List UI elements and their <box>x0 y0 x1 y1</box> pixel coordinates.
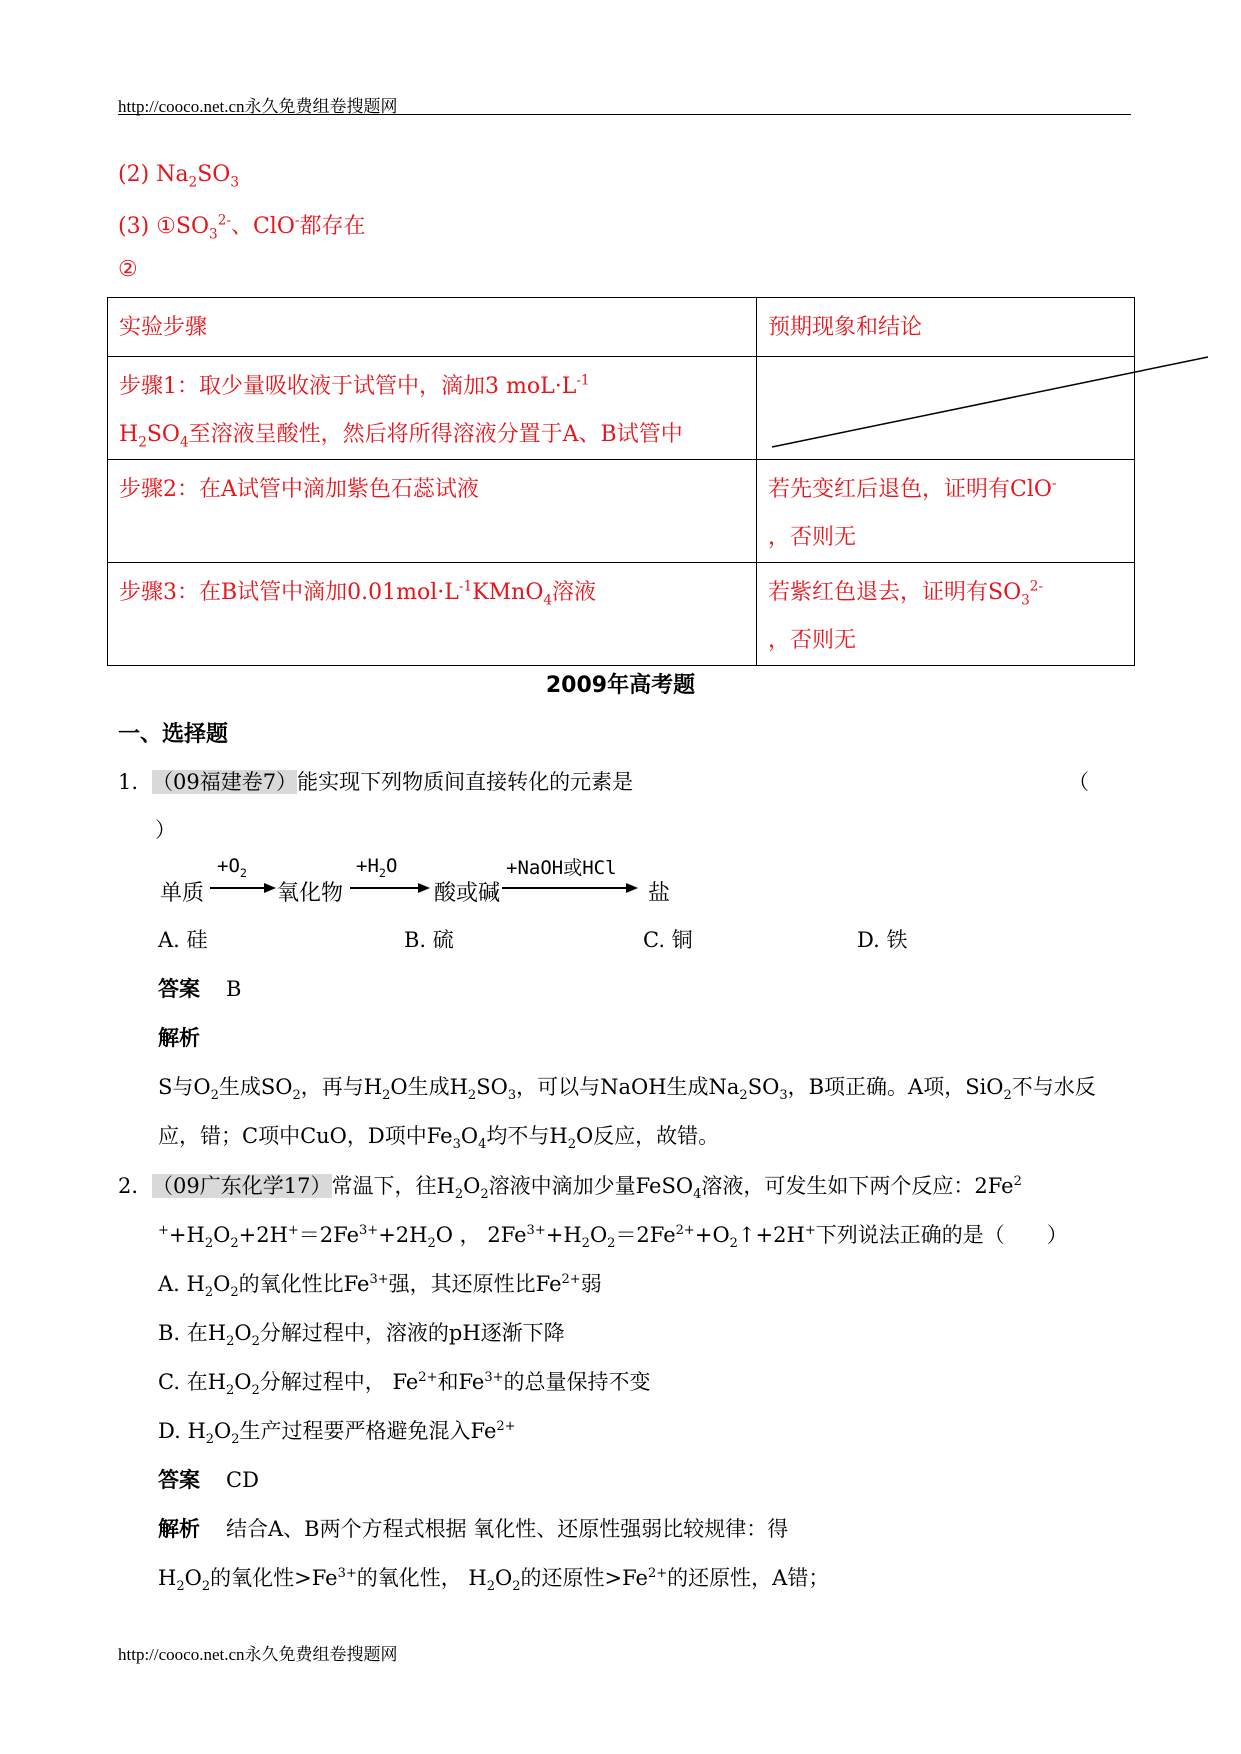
section-title: 2009年高考题 <box>545 673 696 698</box>
q2-stem-line1: 2. （09广东化学17）常温下，往$H_2O_2$溶液中滴加少量FeSO$_4$溶液，可发生如下两个反应：2Fe$^2$ <box>118 1174 1022 1203</box>
chain-r3: +NaOH或HCl <box>506 857 617 879</box>
header-url: http://cooco.net.cn <box>118 97 245 116</box>
table-row <box>108 460 1135 563</box>
diagonal-slash <box>760 345 1220 455</box>
q1-analysis-label: 解析 <box>158 1026 200 1050</box>
q1-answer <box>158 973 241 1003</box>
arrow-1-icon <box>210 880 276 896</box>
answer-3-label: (3) <box>118 214 150 239</box>
chain-r1: $+O_2$ <box>217 855 247 880</box>
q1-stem-text: 能实现下列物质间直接转化的元素是 <box>297 770 634 794</box>
q2-analysis-line1: 结合A、B两个方程式根据 氧化性、还原性强弱比较规律：得 <box>226 1517 789 1541</box>
q1-paren-open: （ <box>1068 770 1089 794</box>
chain-s1: 单质 <box>160 881 205 906</box>
q2-analysis-label: 解析 <box>158 1517 200 1541</box>
q1-paren-close: ） <box>155 818 176 842</box>
q1-answer-value: B <box>226 977 242 1001</box>
q1-option-b: B. 硫 <box>404 928 454 952</box>
q1-option-a: A. 硅 <box>158 928 208 952</box>
table-header-step: 实验步骤 <box>108 298 757 357</box>
q2-num: 2. <box>118 1174 139 1198</box>
q1-num: 1. <box>118 770 139 794</box>
q2-option-a: A. $H_2O_2$的氧化性比$Fe^{3+}$强，其还原性比$Fe^{2+}$弱 <box>158 1272 602 1301</box>
answer-2: (2) $Na_2SO_3$ <box>118 162 239 191</box>
q2-answer <box>158 1464 259 1494</box>
q2-answer-value: CD <box>226 1468 259 1492</box>
header-rule <box>118 114 1131 115</box>
q2-option-b: B. 在$H_2O_2$分解过程中，溶液的pH逐渐下降 <box>158 1321 565 1350</box>
answer-2-label: (2) <box>118 162 150 187</box>
section-heading: 一、选择题 <box>118 722 229 747</box>
q2-source: （09广东化学17） <box>152 1174 332 1198</box>
q1-stem <box>118 766 633 796</box>
answer-3: (3) $①SO_3^{2-}$、ClO-都存在 <box>118 212 366 243</box>
q2-option-c: C. 在$H_2O_2$分解过程中， $Fe^{2+}$和$Fe^{3+}$的总量保持不变 <box>158 1370 651 1399</box>
q2-option-d: D. $H_2O_2$生产过程要严格避免混入$Fe^{2+}$ <box>158 1419 516 1448</box>
chain-s3: 酸或碱 <box>434 881 501 906</box>
q2-stem-line2: $^++H_2O_2+2H^+=2Fe^{3+}+2H_2O$ ， $2Fe^{3+}+H_2O_2=2Fe^{2+}+O_2↑+2H^+$下列说法正确的是（ ） <box>158 1223 1068 1252</box>
answer-3-sub: ② <box>118 257 138 282</box>
q1-option-d: D. 铁 <box>857 928 908 952</box>
footer-site: 永久免费组卷搜题网 <box>244 1645 398 1664</box>
chain-s4: 盐 <box>648 881 671 906</box>
q2-analysis-line2: $H_2O_2$的氧化性$>Fe^{3+}$的氧化性， $H_2O_2$的还原性$>Fe^{2+}$的还原性，A错； <box>158 1566 830 1595</box>
table-cell-step2: 步骤2：在A试管中滴加紫色石蕊试液 <box>108 460 757 563</box>
arrow-3-icon <box>502 880 638 896</box>
q1-analysis-line1: S与$O_2$生成$SO_2$，再与$H_2O$生成$H_2SO_3$，可以与NaOH生成$Na_2SO_3$，B项正确。A项，SiO$_2$不与水反 <box>158 1075 1096 1104</box>
q2-answer-label: 答案 <box>158 1468 200 1492</box>
table-row <box>108 563 1135 666</box>
table-cell-step3: 步骤3：在B试管中滴加$0.01mol\cdot L^{-1}KMnO_4$溶液 <box>108 563 757 666</box>
header-site: 永久免费组卷搜题网 <box>244 97 398 116</box>
q1-option-c: C. 铜 <box>643 928 693 952</box>
table-cell-result3: 若紫红色退去，证明有$SO_3^{2-}$ ，否则无 <box>757 563 1135 666</box>
page-footer <box>118 1640 398 1665</box>
table-cell-result2: 若先变红后退色，证明有ClO- ，否则无 <box>757 460 1135 563</box>
chain-r2: $+H_2O$ <box>356 855 398 880</box>
q2-analysis <box>158 1513 788 1543</box>
table-cell-step1: 步骤1：取少量吸收液于试管中，滴加3 $moL\cdot L^{-1}$ $H_2SO_4$至溶液呈酸性，然后将所得溶液分置于A、B试管中 <box>108 357 757 460</box>
q1-source: （09福建卷7） <box>152 770 298 794</box>
chain-s2: 氧化物 <box>277 881 344 906</box>
footer-url: http://cooco.net.cn <box>118 1645 245 1664</box>
table-header-result: 预期现象和结论 <box>757 298 1135 357</box>
q1-answer-label: 答案 <box>158 977 200 1001</box>
arrow-2-icon <box>350 880 430 896</box>
q1-analysis-line2: 应，错；C项中CuO，D项中$Fe_3O_4$均不与$H_2O$反应，故错。 <box>158 1124 720 1153</box>
